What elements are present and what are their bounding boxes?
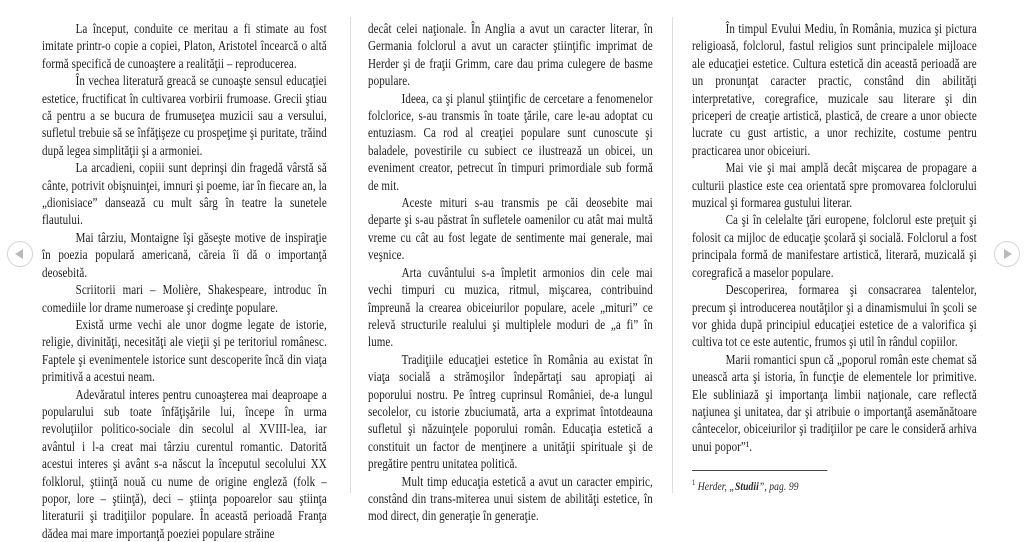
page-divider [672,17,673,493]
paragraph: Ideea, ca şi planul ştiinţific de cercetare a fenomenelor folclorice, s-au transmis în toate ţările, care le-au adoptat cu entuziasm. Ca rod al creaţiei populare sunt cunoscute şi baladele, povestirile cu subiect ce ilustrează un obicei, un eveniment creator, petrecut în timpuri primordiale sub formă de mit. [368,90,653,193]
footnote-text: $^1$ Herder, „Studii”, pag. 99 [692,478,799,493]
paragraph: La arcadieni, copiii sunt deprinşi din fragedă vârstă să cânte, potrivit obişnuinţei, imnuri şi poeme, iar în fiecare an, la „dionisiace” dansează cu mult sârg în teatre la sunetele flautului. [42,160,327,228]
next-page-button[interactable] [994,241,1020,267]
page-left [42,20,327,541]
page-divider [350,17,351,493]
paragraph: Marii romantici spun că „poporul român este chemat să unească arta şi istoria, în funcţie de elementele lor primitive. Ele subliniază şi importanţa limbii naţionale, care reflectă naţiunea şi unitatea, dar şi atribuie o importanţă asemănătoare cântecelor, obiceiurilor şi tradiţiilor pe care le consideră arhiva unui popor”¹. [692,351,977,454]
footnote-marker: 1 [692,478,696,487]
chevron-left-icon [15,249,23,259]
paragraph: Adevăratul interes pentru cunoaşterea mai deaproape a popularului sub toate înfăţişările lui, începe în urma revoluţiilor politico-sociale din secolul al XVIII-lea, iar avântul i l-a creat mai târziu curentul romantic. Datorită acestui interes şi avânt s-a născut la începutul secolului XX folklorul, ştiinţă nouă cu nume de origine engleză (folk – popor, lore – ştiinţă), deci – ştiinţa popoarelor sau ştiinţa literaturii şi tradiţiilor populare. În această perioadă Franţa dădea mai mare importanţă poeziei populare străine [42,386,327,541]
paragraph: Mult timp educaţia estetică a avut un caracter empiric, constând din trans-miterea unui sistem de abilităţi estetice, în mod direct, din generaţie în generaţie. [368,473,653,524]
paragraph: Tradiţiile educaţiei estetice în România au existat în viaţa socială a strămoşilor îndepărtaţi sau apropiaţi ai poporului nostru. Pe întreg cuprinsul României, de-a lungul secolelor, cu istorie zbuciumată, arta a exprimat întotdeauna sufletul şi năzuinţele poporului român. Educaţia estetică a constituit un factor de menţinere a unităţii spirituale şi de pregătire pentru unitatea politică. [368,351,653,472]
paragraph: Arta cuvântului s-a împletit armonios din cele mai vechi timpuri cu muzica, ritmul, mişcarea, contribuind împreună la crearea obiceiurilor populare, acele „mituri” ce relevă structurile realului şi multiplele moduri de „a fi” în lume. [368,264,653,350]
paragraph: Aceste mituri s-au transmis pe căi deosebite mai departe şi s-au păstrat în sufletele oamenilor cu atât mai multă vreme cu cât au fost legate de sentimente mai generale, mai veşnice. [368,195,653,263]
page-center [368,20,653,524]
footnote [692,470,977,494]
paragraph: Ca şi în celelalte ţări europene, folclorul este preţuit şi folosit ca mijloc de educaţie şcolară şi socială. Folclorul a fost principala formă de manifestare artistică, literară, muzicală şi coregrafică a maselor populare. [692,212,977,280]
paragraph: Există urme vechi ale unor dogme legate de istorie, religie, divinităţi, necesităţi ale vieţii şi pe teritoriul românesc. Faptele şi evenimentele istorice sunt descoperite încă din viaţa primitivă a acestui neam. [42,316,327,385]
footnote-divider [692,470,827,471]
paragraph: În timpul Evului Mediu, în România, muzica şi pictura religioasă, folclorul, fastul religios sunt principalele mijloace ale educaţiei estetice. Cultura estetică din această perioadă are un pronunţat caracter practic, constând din abilităţi interpretative, coregrafice, muzicale sau literare şi din priceperi de creaţie artistică, plastică, de creare a unor obiecte lucrate cu gust artistic, a unor rechizite, costume pentru practicarea unor obiceiuri. [692,21,977,158]
paragraph: În vechea literatură greacă se cunoaşte sensul educaţiei estetice, fructificat în cultivarea vorbirii frumoase. Grecii ştiau că pentru a se bucura de frumuseţea muzicii sau a versului, sufletul trebuie să se înfăţişeze cu prospeţime şi puritate, trăind după legea simplităţii şi a armoniei. [42,73,327,158]
chevron-right-icon [1004,249,1012,259]
paragraph: decât celei naţionale. În Anglia a avut un caracter literar, în Germania folclorul a avut un caracter ştiinţific imprimat de Herder şi de fraţii Grimm, care dau prima culegere de basme populare. [368,21,653,89]
page-right [692,20,977,506]
paragraph: Mai vie şi mai amplă decât mişcarea de propagare a culturii plastice este cea orientată spre promovarea folclorului muzical şi formarea gustului literar. [692,160,977,211]
paragraph: La început, conduite ce meritau a fi stimate au fost imitate printr-o copie a copiei, Platon, Aristotel încearcă o altă formă specifică de cunoaştere a realităţii – reproducerea. [42,21,327,71]
paragraph: Mai târziu, Montaigne îşi găseşte motive de inspiraţie în poezia populară americană, căreia îi dă o importanţă deosebită. [42,229,327,280]
paragraph: Descoperirea, formarea şi consacrarea talentelor, precum şi introducerea noutăţilor şi a dinamismului în şcoli se vor ghida după principiul educaţiei estetice de a valorifica şi cultiva tot ce este autentic, frumos şi util în rândul copiilor. [692,282,977,350]
prev-page-button[interactable] [7,241,33,267]
paragraph: Scriitorii mari – Molière, Shakespeare, introduc în comediile lor drame numeroase şi credinţe populare. [42,282,327,315]
